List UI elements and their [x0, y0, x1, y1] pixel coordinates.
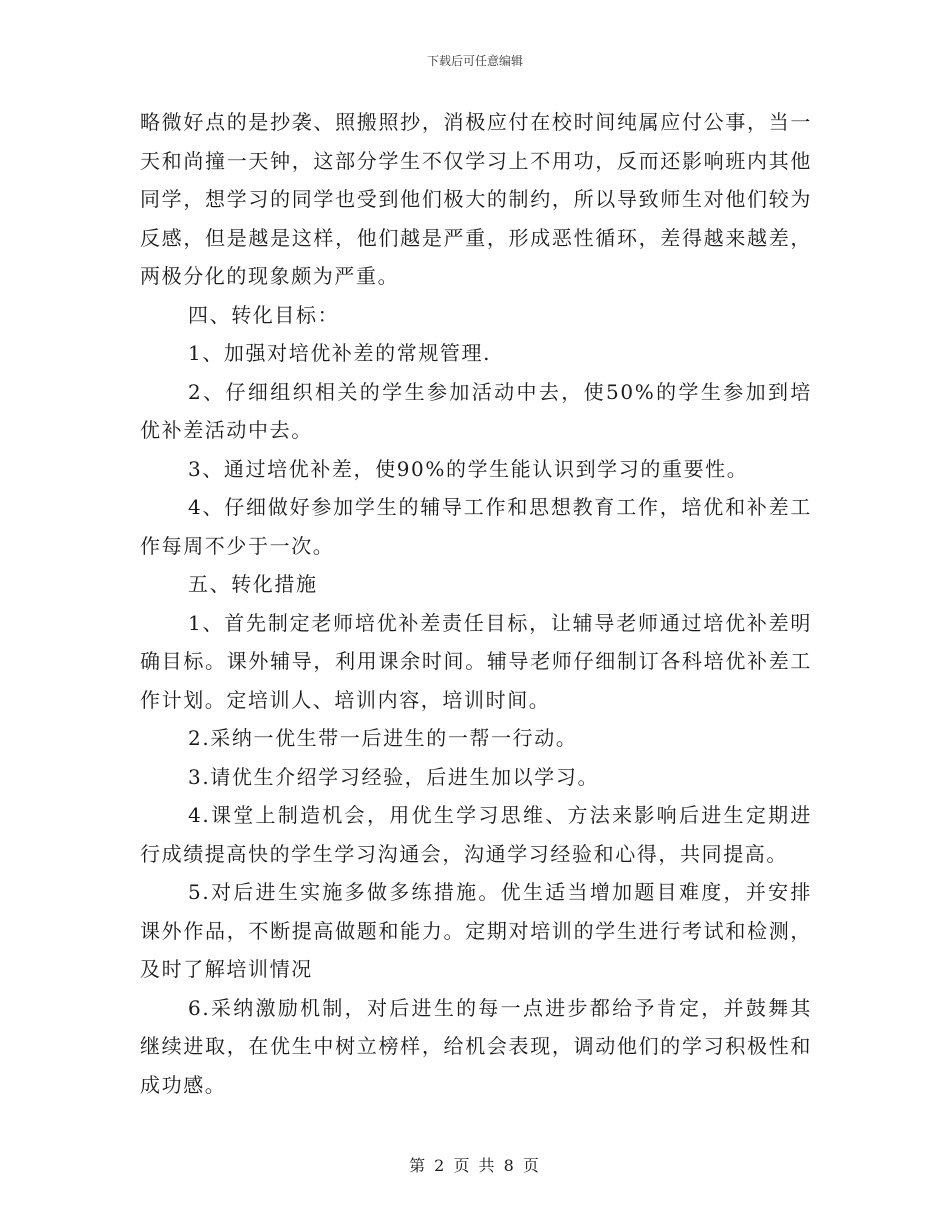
goal-item-3: 3、通过培优补差，使90%的学生能认识到学习的重要性。	[188, 456, 749, 481]
measure-item-3: 3.请优生介绍学习经验，后进生加以学习。	[188, 764, 600, 789]
page-header: 下载后可任意编辑	[426, 54, 523, 68]
goal-item-1: 1、加强对培优补差的常规管理.	[188, 341, 492, 365]
measure-item-4: 4.课堂上制造机会，用优生学习思维、方法来影响后进生定期进行成绩提高快的学生学习沟通会，沟通学习经验和心得，共同提高。	[140, 803, 812, 866]
section-heading-measures: 五、转化措施	[188, 572, 318, 596]
measure-item-6: 6.采纳激励机制，对后进生的每一点进步都给予肯定，并鼓舞其继续进取，在优生中树立榜样，给机会表现，调动他们的学习积极性和成功感。	[140, 995, 812, 1097]
goal-item-2: 2、仔细组织相关的学生参加活动中去，使50%的学生参加到培优补差活动中去。	[140, 379, 812, 442]
paragraph-1: 略微好点的是抄袭、照搬照抄，消极应付在校时间纯属应付公事，当一天和尚撞一天钟，这部分学生不仅学习上不用功，反而还影响班内其他同学，想学习的同学也受到他们极大的制约，所以导致师生对他们较为反感，但是越是这样，他们越是严重，形成恶性循环，差得越来越差，两极分化的现象颇为严重。	[140, 110, 812, 288]
page-number-footer: 第 2 页 共 8 页	[409, 1156, 541, 1175]
goal-item-4: 4、仔细做好参加学生的辅导工作和思想教育工作，培优和补差工作每周不少于一次。	[140, 495, 812, 558]
section-heading-goals: 四、转化目标：	[188, 302, 340, 327]
measure-item-2: 2.采纳一优生带一后进生的一帮一行动。	[188, 726, 578, 750]
measure-item-5: 5.对后进生实施多做多练措施。优生适当增加题目难度，并安排课外作品，不断提高做题和能力。定期对培训的学生进行考试和检测，及时了解培训情况	[140, 880, 812, 981]
measure-item-1: 1、首先制定老师培优补差责任目标，让辅导老师通过培优补差明确目标。课外辅导，利用课余时间。辅导老师仔细制订各科培优补差工作计划。定培训人、培训内容，培训时间。	[140, 610, 812, 712]
document-body	[140, 103, 812, 1104]
